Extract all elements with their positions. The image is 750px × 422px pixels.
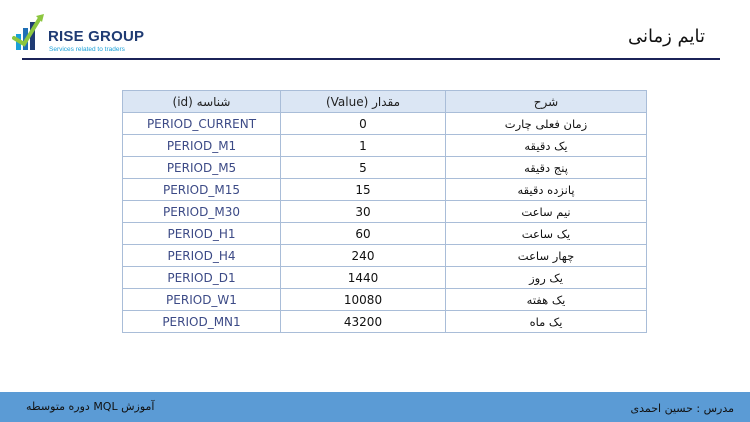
period-id: PERIOD_D1 <box>123 267 281 289</box>
period-id: PERIOD_W1 <box>123 289 281 311</box>
period-description: یک ماه <box>446 311 647 333</box>
period-value: 1440 <box>281 267 446 289</box>
page-title: تایم زمانی <box>627 26 705 47</box>
table-row <box>123 201 647 223</box>
header-description: شرح <box>446 91 647 113</box>
rise-group-logo <box>12 10 145 58</box>
course-name: آموزش MQL دوره متوسطه <box>26 400 155 413</box>
footer-bar <box>0 392 750 422</box>
table-row <box>123 267 647 289</box>
period-id: PERIOD_M15 <box>123 179 281 201</box>
period-description: چهار ساعت <box>446 245 647 267</box>
table-row <box>123 135 647 157</box>
header-value: مقدار (Value) <box>281 91 446 113</box>
timeframe-table <box>122 90 647 333</box>
period-value: 15 <box>281 179 446 201</box>
period-id: PERIOD_CURRENT <box>123 113 281 135</box>
period-description: نیم ساعت <box>446 201 647 223</box>
period-description: زمان فعلی چارت <box>446 113 647 135</box>
period-value: 240 <box>281 245 446 267</box>
table-row <box>123 289 647 311</box>
period-description: یک دقیقه <box>446 135 647 157</box>
period-value: 60 <box>281 223 446 245</box>
table-row <box>123 179 647 201</box>
title-divider <box>22 58 720 60</box>
table-row <box>123 245 647 267</box>
chart-arrow-icon <box>12 10 52 58</box>
period-value: 43200 <box>281 311 446 333</box>
period-id: PERIOD_MN1 <box>123 311 281 333</box>
period-description: پنج دقیقه <box>446 157 647 179</box>
period-description: یک ساعت <box>446 223 647 245</box>
table-row <box>123 157 647 179</box>
period-id: PERIOD_M1 <box>123 135 281 157</box>
period-id: PERIOD_M5 <box>123 157 281 179</box>
header-id: شناسه (id) <box>123 91 281 113</box>
period-value: 5 <box>281 157 446 179</box>
table-row <box>123 113 647 135</box>
period-value: 1 <box>281 135 446 157</box>
period-value: 30 <box>281 201 446 223</box>
period-id: PERIOD_H4 <box>123 245 281 267</box>
period-id: PERIOD_H1 <box>123 223 281 245</box>
period-description: یک هفته <box>446 289 647 311</box>
period-description: یک روز <box>446 267 647 289</box>
period-value: 0 <box>281 113 446 135</box>
instructor-name: مدرس : حسین احمدی <box>630 402 734 415</box>
period-id: PERIOD_M30 <box>123 201 281 223</box>
logo-tagline: Services related to traders <box>49 46 125 53</box>
period-description: پانزده دقیقه <box>446 179 647 201</box>
table-header-row <box>123 91 647 113</box>
table-row <box>123 311 647 333</box>
period-value: 10080 <box>281 289 446 311</box>
table-row <box>123 223 647 245</box>
logo-name: RISE GROUP <box>48 28 145 45</box>
